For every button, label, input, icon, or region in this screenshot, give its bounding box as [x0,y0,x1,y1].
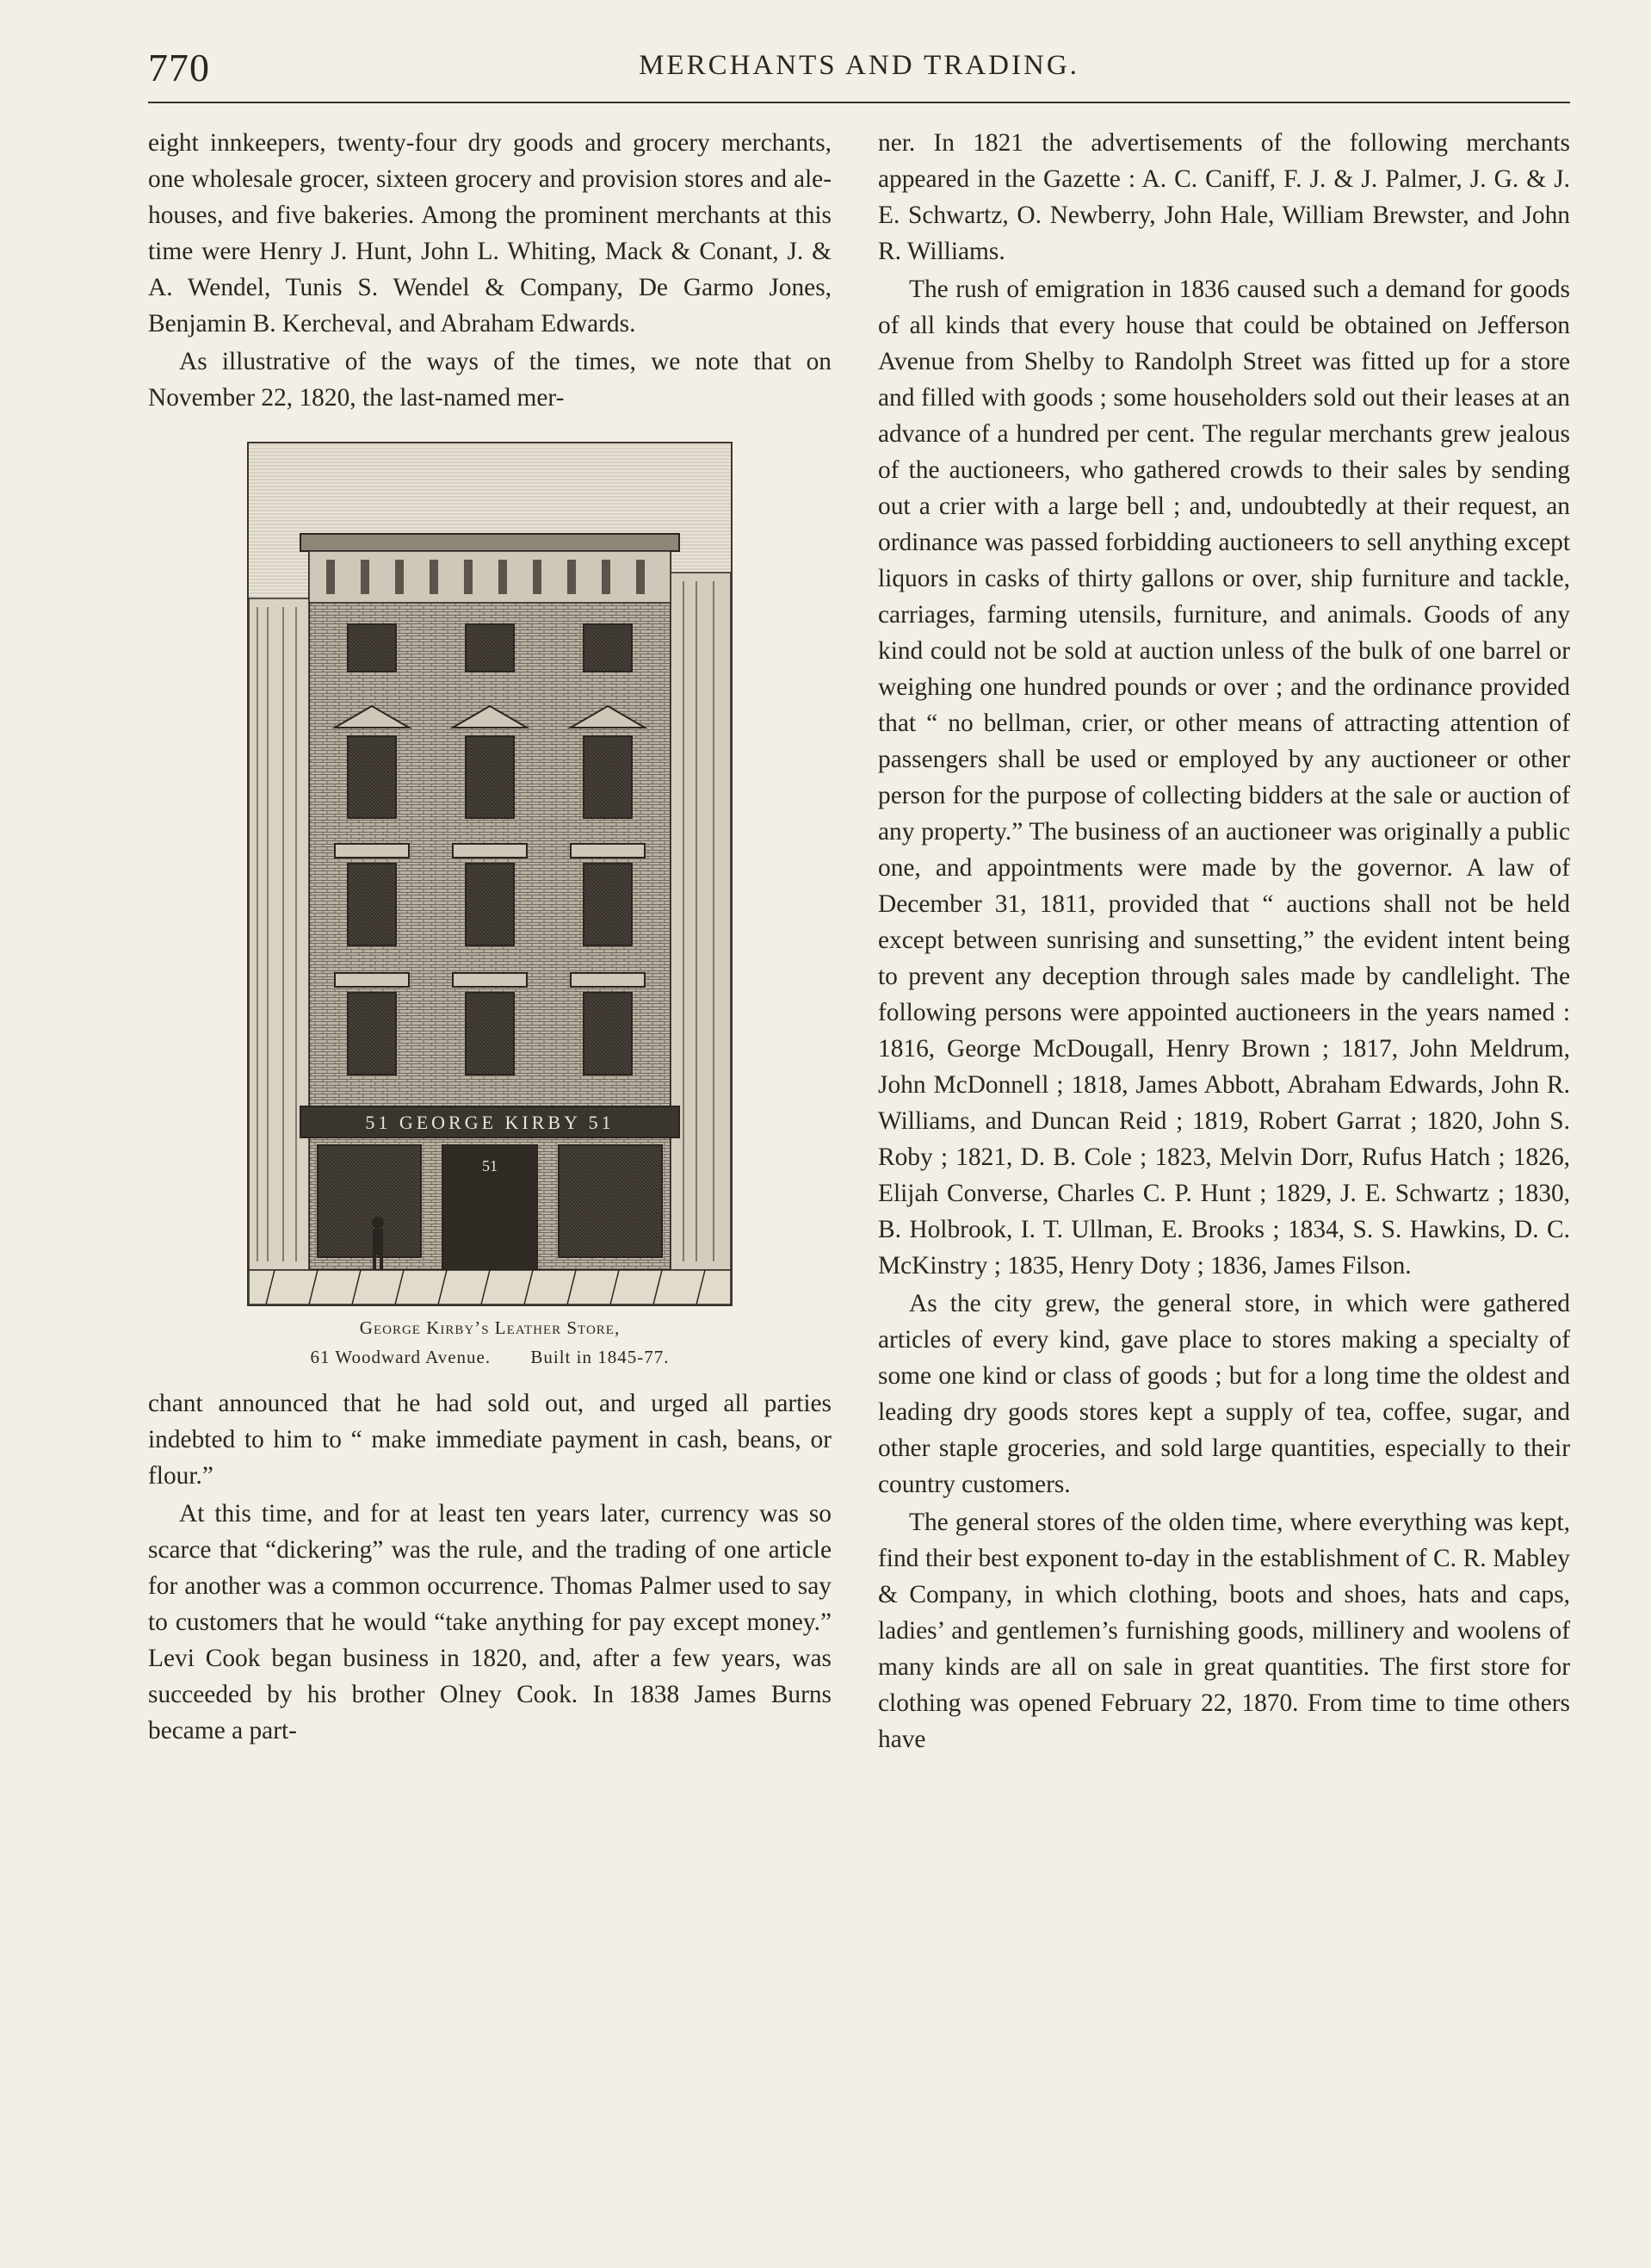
door-number: 51 [482,1157,498,1174]
caption-built: Built in 1845-77. [530,1347,670,1367]
running-head: MERCHANTS AND TRADING. [639,50,1079,81]
storefront-engraving [247,442,733,1306]
left-column [148,125,832,1749]
paragraph: As illustrative of the ways of the times, we note that on November 22, 1820, the last-named mer- [148,348,832,412]
illustration-figure [148,442,832,1372]
paragraph: The general stores of the olden time, where everything was kept, find their best exponent to-day in the establishment of C. R. Mabley & Company, in which clothing, boots and shoes, hats and caps, ladies’ and gentlemen’s furnishing goods, millinery and woolens of many kinds are all on sale in great quantities. The first store for clothing was opened February 22, 1870. From time to time others have [878,1509,1570,1753]
figure-caption [148,1313,832,1372]
page-header [148,45,1570,103]
paragraph: At this time, and for at least ten years later, currency was so scarce that “dickering” was the rule, and the trading of one article for another was a common occurrence. Thomas Palmer used to say to customers that he would “take anything for pay except money.” Levi Cook began business in 1820, and, after a few years, was succeeded by his brother Olney Cook. In 1838 James Burns became a part- [148,1500,832,1744]
right-column [878,125,1570,1757]
paragraph: The rush of emigration in 1836 caused such a demand for goods of all kinds that every house that could be obtained on Jefferson Avenue from Shelby to Randolph Street was fitted up for a store and filled with goods ; some householders sold out their leases at an advance of a hundred per cent. The regular merchants grew jealous of the auctioneers, who gathered crowds to their sales by sending out a crier with a large bell ; and, undoubtedly at their request, an ordinance was passed forbidding auctioneers to sell anything except liquors in casks of thirty gallons or over, ship furniture and tackle, carriages, farming utensils, furniture, and animals. Goods of any kind could not be sold at auction unless of the bulk of one barrel or weighing one hundred pounds or over ; and the ordinance provided that “ no bellman, crier, or other means of attracting attention of passengers shall be used or employed by any auctioneer or other person for the purpose of collecting bidders at the sale or auction of any property.” The business of an auctioneer was originally a public one, and appointments were made by the governor. A law of December 31, 1811, provided that “ auctions shall not be held except between sunrising and sunsetting,” the evident intent being to prevent any deception through sales made by candlelight. The following persons were appointed auctioneers in the years named : 1816, George McDougall, Henry Brown ; 1817, John Meldrum, John McDonnell ; 1818, James Abbott, Abraham Edwards, John R. Williams, and Duncan Reid ; 1819, Robert Garrat ; 1820, John S. Roby ; 1821, D. B. Cole ; 1823, Melvin Dorr, Rufus Hatch ; 1826, Elijah Converse, Charles C. P. Hunt ; 1829, J. E. Schwartz ; 1830, B. Holbrook, I. T. Ullman, E. Brooks ; 1834, S. S. Hawkins, D. C. McKinstry ; 1835, Henry Doty ; 1836, James Filson. [878,276,1570,1280]
paragraph: eight innkeepers, twenty-four dry goods and grocery merchants, one wholesale grocer, sixteen grocery and provision stores and ale-houses, and five bakeries. Among the prominent merchants at this time were Henry J. Hunt, John L. Whiting, Mack & Conant, J. & A. Wendel, Tunis S. Wendel & Company, De Garmo Jones, Benjamin B. Kercheval, and Abraham Edwards. [148,129,832,338]
caption-title: George Kirby’s Leather Store, [359,1317,621,1338]
paragraph: ner. In 1821 the advertisements of the following merchants appeared in the Gazette : A. C. Caniff, F. J. & J. Palmer, J. G. & J. E. Schwartz, O. Newberry, John Hale, William Brewster, and John R. Williams. [878,129,1570,265]
paragraph: chant announced that he had sold out, and urged all parties indebted to him to “ make immediate payment in cash, beans, or flour.” [148,1390,832,1490]
caption-address: 61 Woodward Avenue. [310,1347,492,1367]
store-sign-text: 51 GEORGE KIRBY 51 [365,1112,615,1133]
paragraph: As the city grew, the general store, in which were gathered articles of every kind, gave place to stores making a specialty of some one kind or class of goods ; but for a long time the oldest and leading dry goods stores kept a supply of tea, coffee, sugar, and other staple groceries, and sold large quantities, especially to their country customers. [878,1290,1570,1498]
page-number: 770 [148,46,210,90]
